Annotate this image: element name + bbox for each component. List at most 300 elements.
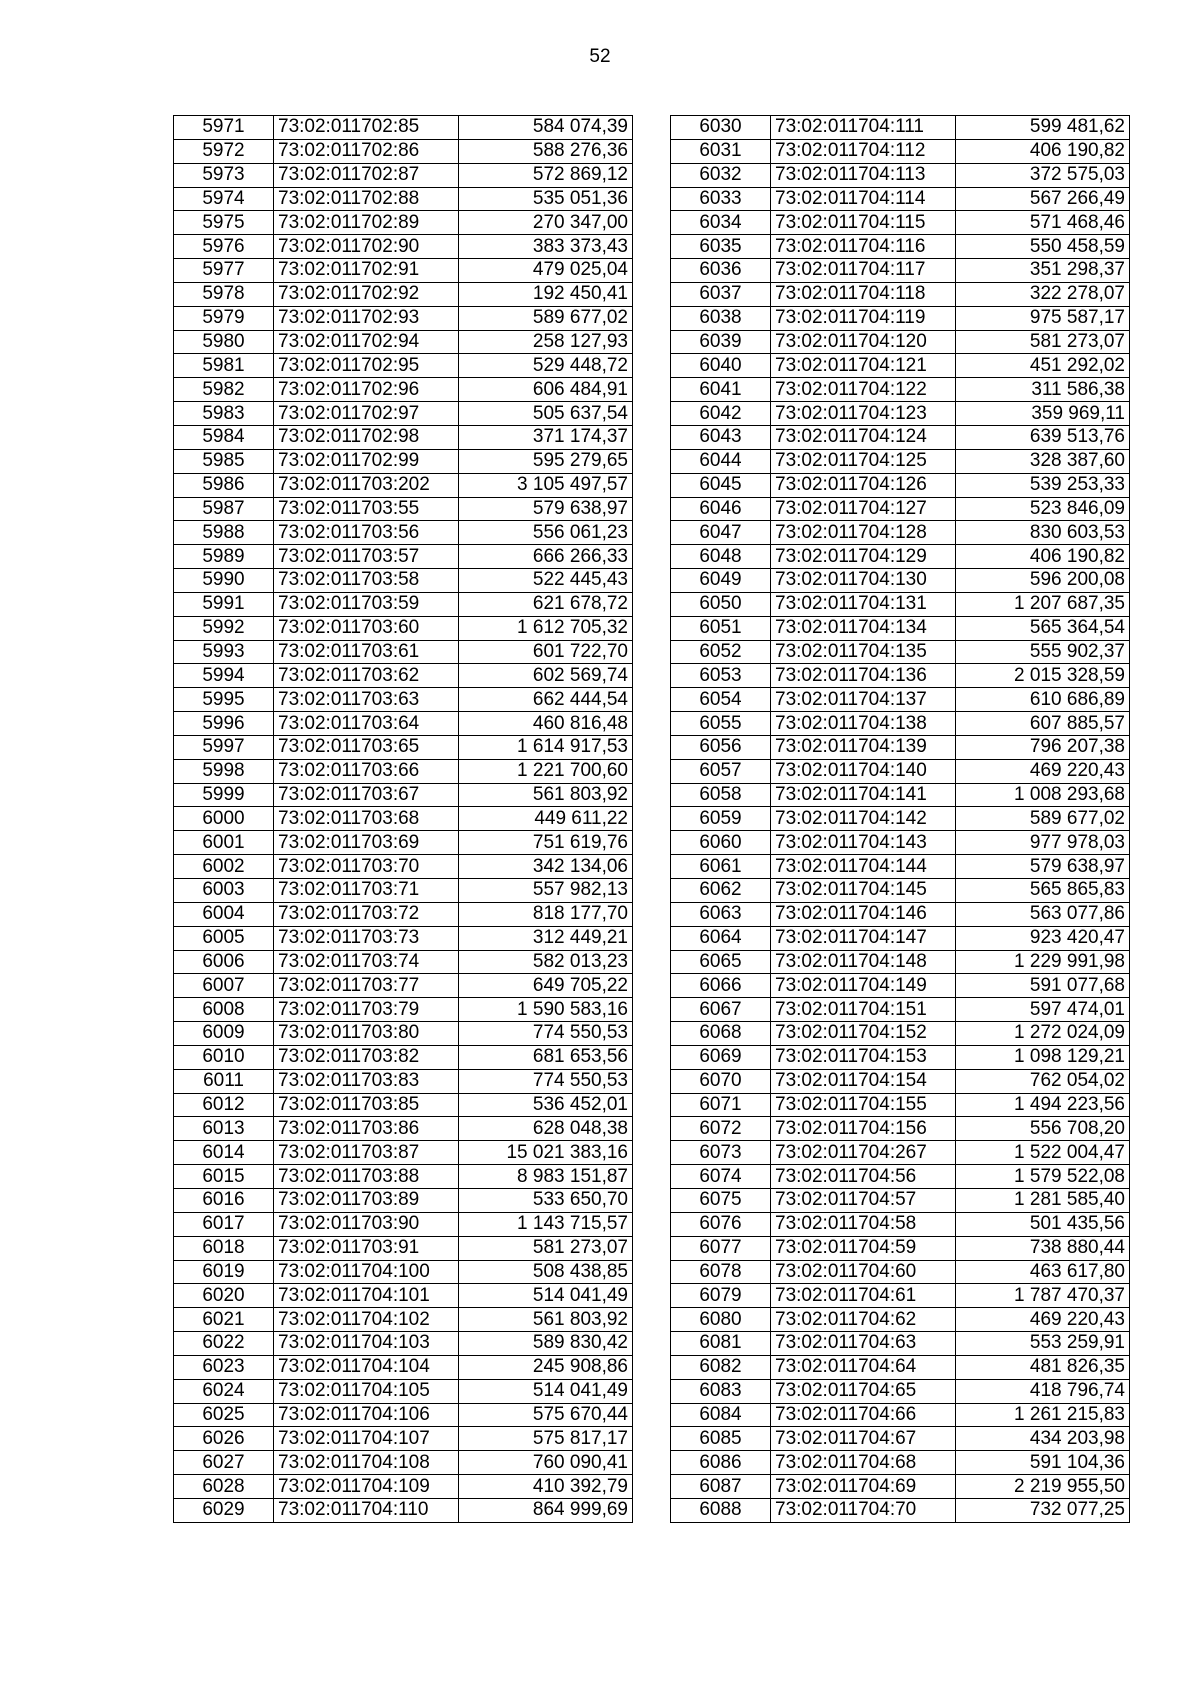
cadastral-number: 73:02:011704:149 — [771, 974, 956, 998]
cadastral-value: 923 420,47 — [956, 926, 1130, 950]
row-number: 6042 — [671, 402, 771, 426]
cadastral-value: 523 846,09 — [956, 497, 1130, 521]
cadastral-number: 73:02:011704:63 — [771, 1332, 956, 1356]
row-number: 6061 — [671, 855, 771, 879]
cadastral-number: 73:02:011702:86 — [274, 139, 459, 163]
row-number: 6007 — [174, 974, 274, 998]
cadastral-value: 589 677,02 — [956, 807, 1130, 831]
table-row — [174, 712, 633, 736]
cadastral-number: 73:02:011702:91 — [274, 259, 459, 283]
row-number: 6083 — [671, 1379, 771, 1403]
cadastral-value: 1 494 223,56 — [956, 1093, 1130, 1117]
cadastral-value: 563 077,86 — [956, 902, 1130, 926]
table-row — [174, 1332, 633, 1356]
cadastral-value: 245 908,86 — [459, 1355, 633, 1379]
row-number: 6064 — [671, 926, 771, 950]
cadastral-value: 1 787 470,37 — [956, 1284, 1130, 1308]
cadastral-value: 463 617,80 — [956, 1260, 1130, 1284]
cadastral-value: 550 458,59 — [956, 235, 1130, 259]
cadastral-value: 322 278,07 — [956, 282, 1130, 306]
cadastral-value: 582 013,23 — [459, 950, 633, 974]
table-row — [671, 1379, 1130, 1403]
cadastral-number: 73:02:011704:109 — [274, 1475, 459, 1499]
row-number: 6080 — [671, 1308, 771, 1332]
cadastral-number: 73:02:011703:70 — [274, 855, 459, 879]
cadastral-number: 73:02:011704:139 — [771, 735, 956, 759]
cadastral-value: 479 025,04 — [459, 259, 633, 283]
row-number: 6017 — [174, 1212, 274, 1236]
cadastral-number: 73:02:011702:98 — [274, 425, 459, 449]
cadastral-value: 557 982,13 — [459, 879, 633, 903]
row-number: 6006 — [174, 950, 274, 974]
cadastral-value: 975 587,17 — [956, 306, 1130, 330]
table-row — [174, 616, 633, 640]
cadastral-value: 591 077,68 — [956, 974, 1130, 998]
table-row — [671, 1260, 1130, 1284]
table-row — [671, 1069, 1130, 1093]
cadastral-number: 73:02:011704:69 — [771, 1475, 956, 1499]
row-number: 6054 — [671, 688, 771, 712]
table-row — [174, 521, 633, 545]
table-row — [174, 1188, 633, 1212]
row-number: 6009 — [174, 1022, 274, 1046]
row-number: 6058 — [671, 783, 771, 807]
table-row — [174, 402, 633, 426]
cadastral-number: 73:02:011704:115 — [771, 211, 956, 235]
cadastral-number: 73:02:011704:153 — [771, 1045, 956, 1069]
row-number: 5980 — [174, 330, 274, 354]
cadastral-number: 73:02:011704:68 — [771, 1451, 956, 1475]
cadastral-number: 73:02:011704:145 — [771, 879, 956, 903]
cadastral-number: 73:02:011704:102 — [274, 1308, 459, 1332]
table-row — [671, 712, 1130, 736]
row-number: 6019 — [174, 1260, 274, 1284]
row-number: 6081 — [671, 1332, 771, 1356]
cadastral-value: 649 705,22 — [459, 974, 633, 998]
row-number: 6020 — [174, 1284, 274, 1308]
row-number: 6053 — [671, 664, 771, 688]
cadastral-number: 73:02:011704:110 — [274, 1498, 459, 1522]
table-row — [671, 330, 1130, 354]
row-number: 5979 — [174, 306, 274, 330]
cadastral-number: 73:02:011704:120 — [771, 330, 956, 354]
table-row — [174, 425, 633, 449]
cadastral-number: 73:02:011703:80 — [274, 1022, 459, 1046]
cadastral-value: 258 127,93 — [459, 330, 633, 354]
cadastral-value: 359 969,11 — [956, 402, 1130, 426]
row-number: 6050 — [671, 592, 771, 616]
row-number: 5987 — [174, 497, 274, 521]
table-row — [174, 735, 633, 759]
cadastral-value: 602 569,74 — [459, 664, 633, 688]
cadastral-value: 8 983 151,87 — [459, 1165, 633, 1189]
table-row — [671, 1451, 1130, 1475]
table-row — [671, 378, 1130, 402]
cadastral-value: 536 452,01 — [459, 1093, 633, 1117]
table-row — [671, 569, 1130, 593]
cadastral-value: 434 203,98 — [956, 1427, 1130, 1451]
table-row — [174, 1427, 633, 1451]
cadastral-value: 575 817,17 — [459, 1427, 633, 1451]
row-number: 6055 — [671, 712, 771, 736]
cadastral-number: 73:02:011703:64 — [274, 712, 459, 736]
cadastral-value: 571 468,46 — [956, 211, 1130, 235]
row-number: 6001 — [174, 831, 274, 855]
cadastral-number: 73:02:011704:125 — [771, 449, 956, 473]
cadastral-number: 73:02:011704:119 — [771, 306, 956, 330]
row-number: 6086 — [671, 1451, 771, 1475]
row-number: 6045 — [671, 473, 771, 497]
table-row — [174, 354, 633, 378]
cadastral-number: 73:02:011704:67 — [771, 1427, 956, 1451]
cadastral-number: 73:02:011704:117 — [771, 259, 956, 283]
cadastral-value: 533 650,70 — [459, 1188, 633, 1212]
table-row — [174, 449, 633, 473]
row-number: 6044 — [671, 449, 771, 473]
cadastral-number: 73:02:011703:62 — [274, 664, 459, 688]
cadastral-value: 406 190,82 — [956, 139, 1130, 163]
cadastral-value: 1 008 293,68 — [956, 783, 1130, 807]
cadastral-value: 1 207 687,35 — [956, 592, 1130, 616]
table-row — [671, 1141, 1130, 1165]
cadastral-number: 73:02:011704:108 — [274, 1451, 459, 1475]
row-number: 5984 — [174, 425, 274, 449]
cadastral-value: 589 677,02 — [459, 306, 633, 330]
cadastral-number: 73:02:011704:100 — [274, 1260, 459, 1284]
row-number: 6029 — [174, 1498, 274, 1522]
cadastral-value: 628 048,38 — [459, 1117, 633, 1141]
cadastral-number: 73:02:011704:116 — [771, 235, 956, 259]
cadastral-value: 762 054,02 — [956, 1069, 1130, 1093]
row-number: 6076 — [671, 1212, 771, 1236]
cadastral-number: 73:02:011704:134 — [771, 616, 956, 640]
cadastral-value: 529 448,72 — [459, 354, 633, 378]
cadastral-number: 73:02:011704:148 — [771, 950, 956, 974]
table-row — [671, 282, 1130, 306]
row-number: 6052 — [671, 640, 771, 664]
row-number: 5982 — [174, 378, 274, 402]
cadastral-number: 73:02:011703:65 — [274, 735, 459, 759]
cadastral-value: 1 612 705,32 — [459, 616, 633, 640]
cadastral-number: 73:02:011704:111 — [771, 116, 956, 140]
cadastral-number: 73:02:011702:94 — [274, 330, 459, 354]
table-row — [671, 1403, 1130, 1427]
cadastral-value: 481 826,35 — [956, 1355, 1130, 1379]
cadastral-value: 621 678,72 — [459, 592, 633, 616]
cadastral-number: 73:02:011702:89 — [274, 211, 459, 235]
row-number: 5990 — [174, 569, 274, 593]
row-number: 5997 — [174, 735, 274, 759]
cadastral-value: 3 105 497,57 — [459, 473, 633, 497]
table-row — [671, 1117, 1130, 1141]
row-number: 6084 — [671, 1403, 771, 1427]
table-row — [671, 807, 1130, 831]
table-row — [671, 1188, 1130, 1212]
cadastral-number: 73:02:011704:65 — [771, 1379, 956, 1403]
table-row — [671, 664, 1130, 688]
table-row — [671, 211, 1130, 235]
table-row — [671, 1284, 1130, 1308]
cadastral-number: 73:02:011704:129 — [771, 545, 956, 569]
cadastral-number: 73:02:011703:66 — [274, 759, 459, 783]
left-register-table — [173, 115, 633, 1523]
table-row — [174, 640, 633, 664]
cadastral-number: 73:02:011703:82 — [274, 1045, 459, 1069]
table-row — [174, 235, 633, 259]
row-number: 5985 — [174, 449, 274, 473]
cadastral-value: 774 550,53 — [459, 1069, 633, 1093]
row-number: 5971 — [174, 116, 274, 140]
table-row — [671, 521, 1130, 545]
row-number: 6026 — [174, 1427, 274, 1451]
table-row — [174, 950, 633, 974]
table-row — [174, 378, 633, 402]
cadastral-number: 73:02:011704:143 — [771, 831, 956, 855]
row-number: 6038 — [671, 306, 771, 330]
cadastral-value: 601 722,70 — [459, 640, 633, 664]
row-number: 6049 — [671, 569, 771, 593]
cadastral-value: 666 266,33 — [459, 545, 633, 569]
cadastral-number: 73:02:011704:105 — [274, 1379, 459, 1403]
table-row — [174, 807, 633, 831]
cadastral-number: 73:02:011704:106 — [274, 1403, 459, 1427]
row-number: 5988 — [174, 521, 274, 545]
cadastral-value: 610 686,89 — [956, 688, 1130, 712]
cadastral-value: 270 347,00 — [459, 211, 633, 235]
row-number: 6082 — [671, 1355, 771, 1379]
table-row — [174, 259, 633, 283]
table-row — [174, 1141, 633, 1165]
row-number: 6059 — [671, 807, 771, 831]
table-row — [174, 1069, 633, 1093]
row-number: 5994 — [174, 664, 274, 688]
cadastral-value: 1 229 991,98 — [956, 950, 1130, 974]
table-row — [174, 592, 633, 616]
cadastral-value: 553 259,91 — [956, 1332, 1130, 1356]
cadastral-number: 73:02:011704:154 — [771, 1069, 956, 1093]
cadastral-number: 73:02:011704:59 — [771, 1236, 956, 1260]
cadastral-value: 1 098 129,21 — [956, 1045, 1130, 1069]
cadastral-value: 732 077,25 — [956, 1498, 1130, 1522]
cadastral-number: 73:02:011704:56 — [771, 1165, 956, 1189]
row-number: 6039 — [671, 330, 771, 354]
table-row — [671, 759, 1130, 783]
cadastral-number: 73:02:011704:66 — [771, 1403, 956, 1427]
row-number: 5991 — [174, 592, 274, 616]
cadastral-value: 505 637,54 — [459, 402, 633, 426]
cadastral-number: 73:02:011702:92 — [274, 282, 459, 306]
cadastral-value: 681 653,56 — [459, 1045, 633, 1069]
table-row — [671, 735, 1130, 759]
table-row — [174, 282, 633, 306]
cadastral-number: 73:02:011702:85 — [274, 116, 459, 140]
cadastral-number: 73:02:011703:67 — [274, 783, 459, 807]
cadastral-value: 192 450,41 — [459, 282, 633, 306]
table-row — [174, 1308, 633, 1332]
cadastral-number: 73:02:011704:112 — [771, 139, 956, 163]
cadastral-number: 73:02:011704:146 — [771, 902, 956, 926]
table-row — [174, 902, 633, 926]
table-row — [174, 330, 633, 354]
row-number: 6035 — [671, 235, 771, 259]
cadastral-value: 501 435,56 — [956, 1212, 1130, 1236]
cadastral-number: 73:02:011702:97 — [274, 402, 459, 426]
cadastral-value: 406 190,82 — [956, 545, 1130, 569]
cadastral-value: 449 611,22 — [459, 807, 633, 831]
row-number: 6003 — [174, 879, 274, 903]
cadastral-value: 575 670,44 — [459, 1403, 633, 1427]
table-row — [671, 497, 1130, 521]
cadastral-value: 15 021 383,16 — [459, 1141, 633, 1165]
cadastral-value: 556 708,20 — [956, 1117, 1130, 1141]
table-row — [174, 1379, 633, 1403]
cadastral-value: 1 261 215,83 — [956, 1403, 1130, 1427]
cadastral-value: 1 590 583,16 — [459, 998, 633, 1022]
table-row — [174, 1475, 633, 1499]
cadastral-value: 508 438,85 — [459, 1260, 633, 1284]
row-number: 6013 — [174, 1117, 274, 1141]
cadastral-number: 73:02:011702:95 — [274, 354, 459, 378]
right-table-body — [671, 116, 1130, 1523]
cadastral-number: 73:02:011704:62 — [771, 1308, 956, 1332]
cadastral-number: 73:02:011703:71 — [274, 879, 459, 903]
table-row — [671, 640, 1130, 664]
table-row — [174, 306, 633, 330]
cadastral-number: 73:02:011704:137 — [771, 688, 956, 712]
row-number: 6067 — [671, 998, 771, 1022]
cadastral-number: 73:02:011703:79 — [274, 998, 459, 1022]
cadastral-number: 73:02:011704:61 — [771, 1284, 956, 1308]
table-row — [671, 1045, 1130, 1069]
row-number: 6077 — [671, 1236, 771, 1260]
cadastral-number: 73:02:011703:55 — [274, 497, 459, 521]
row-number: 5995 — [174, 688, 274, 712]
row-number: 5972 — [174, 139, 274, 163]
row-number: 6014 — [174, 1141, 274, 1165]
cadastral-number: 73:02:011703:59 — [274, 592, 459, 616]
row-number: 5974 — [174, 187, 274, 211]
cadastral-value: 328 387,60 — [956, 449, 1130, 473]
table-row — [174, 998, 633, 1022]
cadastral-value: 588 276,36 — [459, 139, 633, 163]
table-row — [174, 759, 633, 783]
row-number: 6047 — [671, 521, 771, 545]
table-row — [174, 1451, 633, 1475]
table-row — [174, 1355, 633, 1379]
row-number: 6085 — [671, 1427, 771, 1451]
row-number: 6022 — [174, 1332, 274, 1356]
table-row — [174, 1045, 633, 1069]
table-row — [174, 1236, 633, 1260]
table-row — [671, 139, 1130, 163]
table-row — [671, 425, 1130, 449]
table-row — [671, 545, 1130, 569]
row-number: 6041 — [671, 378, 771, 402]
cadastral-value: 556 061,23 — [459, 521, 633, 545]
cadastral-number: 73:02:011704:114 — [771, 187, 956, 211]
cadastral-number: 73:02:011704:267 — [771, 1141, 956, 1165]
row-number: 5976 — [174, 235, 274, 259]
table-row — [174, 1498, 633, 1522]
cadastral-value: 460 816,48 — [459, 712, 633, 736]
cadastral-number: 73:02:011704:147 — [771, 926, 956, 950]
page-number: 52 — [589, 46, 611, 67]
cadastral-value: 469 220,43 — [956, 759, 1130, 783]
cadastral-value: 589 830,42 — [459, 1332, 633, 1356]
row-number: 6048 — [671, 545, 771, 569]
cadastral-number: 73:02:011704:140 — [771, 759, 956, 783]
cadastral-number: 73:02:011704:144 — [771, 855, 956, 879]
cadastral-value: 774 550,53 — [459, 1022, 633, 1046]
cadastral-number: 73:02:011704:122 — [771, 378, 956, 402]
table-row — [671, 306, 1130, 330]
cadastral-value: 738 880,44 — [956, 1236, 1130, 1260]
cadastral-value: 591 104,36 — [956, 1451, 1130, 1475]
table-row — [671, 783, 1130, 807]
cadastral-number: 73:02:011703:88 — [274, 1165, 459, 1189]
table-row — [671, 1475, 1130, 1499]
table-row — [174, 1260, 633, 1284]
row-number: 6034 — [671, 211, 771, 235]
cadastral-value: 351 298,37 — [956, 259, 1130, 283]
table-row — [174, 1093, 633, 1117]
cadastral-value: 1 143 715,57 — [459, 1212, 633, 1236]
row-number: 6075 — [671, 1188, 771, 1212]
table-row — [671, 116, 1130, 140]
table-row — [174, 1165, 633, 1189]
row-number: 5999 — [174, 783, 274, 807]
cadastral-value: 977 978,03 — [956, 831, 1130, 855]
cadastral-number: 73:02:011704:103 — [274, 1332, 459, 1356]
table-row — [174, 783, 633, 807]
cadastral-value: 662 444,54 — [459, 688, 633, 712]
cadastral-number: 73:02:011704:57 — [771, 1188, 956, 1212]
row-number: 6060 — [671, 831, 771, 855]
cadastral-value: 796 207,38 — [956, 735, 1130, 759]
cadastral-number: 73:02:011702:88 — [274, 187, 459, 211]
cadastral-number: 73:02:011704:127 — [771, 497, 956, 521]
cadastral-number: 73:02:011702:93 — [274, 306, 459, 330]
table-row — [671, 1212, 1130, 1236]
table-row — [671, 592, 1130, 616]
table-row — [671, 879, 1130, 903]
cadastral-value: 607 885,57 — [956, 712, 1130, 736]
cadastral-value: 1 522 004,47 — [956, 1141, 1130, 1165]
table-row — [174, 1022, 633, 1046]
table-row — [671, 616, 1130, 640]
table-row — [174, 688, 633, 712]
row-number: 6074 — [671, 1165, 771, 1189]
row-number: 6033 — [671, 187, 771, 211]
cadastral-number: 73:02:011704:142 — [771, 807, 956, 831]
table-row — [671, 354, 1130, 378]
table-row — [671, 163, 1130, 187]
cadastral-value: 864 999,69 — [459, 1498, 633, 1522]
row-number: 5978 — [174, 282, 274, 306]
row-number: 6043 — [671, 425, 771, 449]
table-row — [174, 1403, 633, 1427]
table-row — [671, 974, 1130, 998]
table-row — [671, 473, 1130, 497]
cadastral-value: 597 474,01 — [956, 998, 1130, 1022]
cadastral-number: 73:02:011703:57 — [274, 545, 459, 569]
cadastral-number: 73:02:011703:90 — [274, 1212, 459, 1236]
row-number: 6073 — [671, 1141, 771, 1165]
row-number: 6008 — [174, 998, 274, 1022]
table-row — [671, 1165, 1130, 1189]
cadastral-number: 73:02:011704:118 — [771, 282, 956, 306]
row-number: 5977 — [174, 259, 274, 283]
